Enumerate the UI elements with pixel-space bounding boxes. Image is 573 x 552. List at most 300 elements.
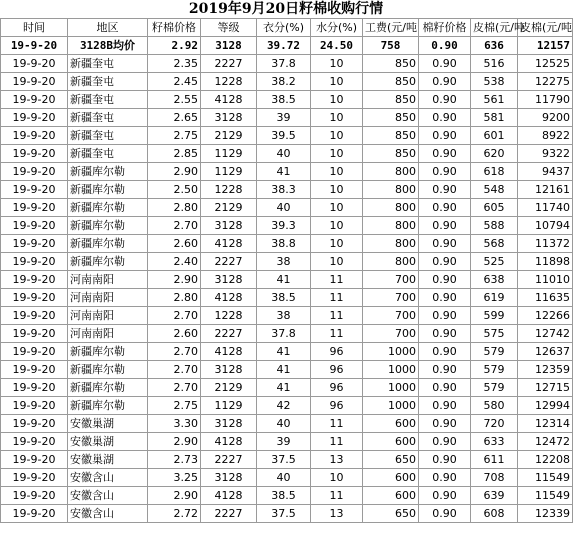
col-lint-price-b: 12742 — [518, 325, 573, 343]
col-cottonseed-price: 0.90 — [419, 235, 471, 253]
col-region: 新疆库尔勒 — [68, 163, 148, 181]
col-lint-price-b: 11372 — [518, 235, 573, 253]
table-row — [1, 487, 573, 505]
col-region: 新疆库尔勒 — [68, 379, 148, 397]
col-seed-price: 2.73 — [148, 451, 201, 469]
header-row — [1, 19, 573, 37]
col-grade: 2129 — [201, 379, 257, 397]
col-seed-price: 2.70 — [148, 343, 201, 361]
col-cottonseed-price: 0.90 — [419, 505, 471, 523]
average-lint-percent: 39.72 — [257, 37, 311, 55]
col-time: 19-9-20 — [1, 307, 68, 325]
col-lint-price-b: 12525 — [518, 55, 573, 73]
col-lint-percent: 39 — [257, 109, 311, 127]
col-lint-price-a: 516 — [471, 55, 518, 73]
table-row — [1, 361, 573, 379]
col-lint-percent: 41 — [257, 163, 311, 181]
average-time: 19-9-20 — [1, 37, 68, 55]
col-region: 新疆奎屯 — [68, 91, 148, 109]
col-lint-price-a: 580 — [471, 397, 518, 415]
col-moisture: 96 — [311, 343, 363, 361]
col-time: 19-9-20 — [1, 361, 68, 379]
col-grade: 1228 — [201, 73, 257, 91]
col-seed-price: 2.70 — [148, 307, 201, 325]
col-lint-price-a: 581 — [471, 109, 518, 127]
col-grade: 3128 — [201, 415, 257, 433]
col-moisture: 10 — [311, 109, 363, 127]
col-cottonseed-price: 0.90 — [419, 109, 471, 127]
col-moisture: 96 — [311, 379, 363, 397]
table-row — [1, 145, 573, 163]
header-time: 时间 — [1, 19, 68, 37]
table-row — [1, 451, 573, 469]
col-moisture: 10 — [311, 469, 363, 487]
col-cottonseed-price: 0.90 — [419, 145, 471, 163]
col-grade: 3128 — [201, 217, 257, 235]
col-processing-fee: 1000 — [363, 379, 419, 397]
col-processing-fee: 600 — [363, 415, 419, 433]
col-lint-percent: 38.5 — [257, 289, 311, 307]
header-grade: 等级 — [201, 19, 257, 37]
col-lint-price-b: 12994 — [518, 397, 573, 415]
col-time: 19-9-20 — [1, 451, 68, 469]
col-time: 19-9-20 — [1, 235, 68, 253]
col-processing-fee: 600 — [363, 433, 419, 451]
header-lint-price-b: 皮棉(元/吨 — [518, 19, 573, 37]
sheet-title: 2019年9月20日籽棉收购行情 — [188, 1, 384, 17]
col-lint-price-a: 561 — [471, 91, 518, 109]
table-row — [1, 325, 573, 343]
col-moisture: 10 — [311, 181, 363, 199]
col-lint-price-b: 9437 — [518, 163, 573, 181]
col-moisture: 11 — [311, 487, 363, 505]
col-region: 新疆库尔勒 — [68, 361, 148, 379]
col-cottonseed-price: 0.90 — [419, 343, 471, 361]
col-region: 新疆奎屯 — [68, 109, 148, 127]
col-processing-fee: 850 — [363, 109, 419, 127]
col-time: 19-9-20 — [1, 73, 68, 91]
col-lint-price-b: 11740 — [518, 199, 573, 217]
col-moisture: 13 — [311, 505, 363, 523]
col-cottonseed-price: 0.90 — [419, 325, 471, 343]
col-cottonseed-price: 0.90 — [419, 379, 471, 397]
col-lint-percent: 41 — [257, 343, 311, 361]
col-cottonseed-price: 0.90 — [419, 307, 471, 325]
col-cottonseed-price: 0.90 — [419, 181, 471, 199]
col-grade: 3128 — [201, 271, 257, 289]
col-lint-price-a: 605 — [471, 199, 518, 217]
table-row — [1, 469, 573, 487]
col-region: 新疆库尔勒 — [68, 217, 148, 235]
col-cottonseed-price: 0.90 — [419, 361, 471, 379]
col-seed-price: 2.75 — [148, 397, 201, 415]
col-seed-price: 2.60 — [148, 325, 201, 343]
col-region: 安徽含山 — [68, 469, 148, 487]
col-moisture: 10 — [311, 253, 363, 271]
col-lint-price-b: 11549 — [518, 469, 573, 487]
col-time: 19-9-20 — [1, 127, 68, 145]
col-grade: 3128 — [201, 361, 257, 379]
col-processing-fee: 700 — [363, 325, 419, 343]
average-row — [1, 37, 573, 55]
col-grade: 1129 — [201, 163, 257, 181]
col-moisture: 10 — [311, 163, 363, 181]
col-processing-fee: 850 — [363, 145, 419, 163]
average-moisture: 24.50 — [311, 37, 363, 55]
col-region: 新疆奎屯 — [68, 127, 148, 145]
header-region: 地区 — [68, 19, 148, 37]
table-row — [1, 181, 573, 199]
col-region: 河南南阳 — [68, 325, 148, 343]
col-lint-percent: 38.5 — [257, 487, 311, 505]
col-processing-fee: 650 — [363, 451, 419, 469]
col-moisture: 11 — [311, 307, 363, 325]
header-processing-fee: 工费(元/吨 — [363, 19, 419, 37]
header-lint-price-a: 皮棉(元/吨 — [471, 19, 518, 37]
col-grade: 4128 — [201, 289, 257, 307]
col-processing-fee: 650 — [363, 505, 419, 523]
col-seed-price: 2.60 — [148, 235, 201, 253]
col-grade: 4128 — [201, 91, 257, 109]
col-lint-price-b: 11010 — [518, 271, 573, 289]
col-time: 19-9-20 — [1, 415, 68, 433]
col-processing-fee: 850 — [363, 91, 419, 109]
col-processing-fee: 700 — [363, 289, 419, 307]
col-lint-percent: 41 — [257, 271, 311, 289]
col-lint-price-a: 599 — [471, 307, 518, 325]
col-seed-price: 2.90 — [148, 487, 201, 505]
col-lint-price-b: 12472 — [518, 433, 573, 451]
col-processing-fee: 800 — [363, 163, 419, 181]
col-seed-price: 2.90 — [148, 271, 201, 289]
col-region: 安徽巢湖 — [68, 433, 148, 451]
col-cottonseed-price: 0.90 — [419, 127, 471, 145]
col-region: 河南南阳 — [68, 271, 148, 289]
col-lint-price-b: 11635 — [518, 289, 573, 307]
col-lint-price-b: 9322 — [518, 145, 573, 163]
table-row — [1, 397, 573, 415]
col-lint-price-a: 619 — [471, 289, 518, 307]
col-moisture: 11 — [311, 433, 363, 451]
table-row — [1, 199, 573, 217]
col-lint-percent: 39 — [257, 433, 311, 451]
col-lint-percent: 38.2 — [257, 73, 311, 91]
col-lint-price-a: 633 — [471, 433, 518, 451]
col-lint-price-b: 11549 — [518, 487, 573, 505]
col-seed-price: 2.70 — [148, 379, 201, 397]
col-lint-price-b: 12266 — [518, 307, 573, 325]
col-time: 19-9-20 — [1, 199, 68, 217]
col-cottonseed-price: 0.90 — [419, 73, 471, 91]
col-lint-price-a: 608 — [471, 505, 518, 523]
header-cottonseed-price: 棉籽价格 — [419, 19, 471, 37]
col-seed-price: 2.80 — [148, 199, 201, 217]
col-grade: 2129 — [201, 199, 257, 217]
col-seed-price: 2.90 — [148, 163, 201, 181]
col-grade: 4128 — [201, 343, 257, 361]
col-lint-percent: 38.8 — [257, 235, 311, 253]
col-lint-price-a: 611 — [471, 451, 518, 469]
col-cottonseed-price: 0.90 — [419, 217, 471, 235]
col-lint-price-b: 12314 — [518, 415, 573, 433]
col-processing-fee: 1000 — [363, 343, 419, 361]
col-grade: 1129 — [201, 145, 257, 163]
col-seed-price: 2.45 — [148, 73, 201, 91]
col-cottonseed-price: 0.90 — [419, 271, 471, 289]
col-grade: 2227 — [201, 253, 257, 271]
col-region: 新疆库尔勒 — [68, 199, 148, 217]
col-region: 新疆库尔勒 — [68, 181, 148, 199]
col-lint-percent: 39.3 — [257, 217, 311, 235]
table-row — [1, 235, 573, 253]
col-lint-percent: 39.5 — [257, 127, 311, 145]
col-seed-price: 2.50 — [148, 181, 201, 199]
col-moisture: 13 — [311, 451, 363, 469]
col-time: 19-9-20 — [1, 91, 68, 109]
col-time: 19-9-20 — [1, 55, 68, 73]
col-grade: 2227 — [201, 325, 257, 343]
col-processing-fee: 850 — [363, 55, 419, 73]
col-processing-fee: 850 — [363, 73, 419, 91]
price-table — [0, 18, 573, 523]
col-processing-fee: 800 — [363, 217, 419, 235]
col-processing-fee: 600 — [363, 487, 419, 505]
col-cottonseed-price: 0.90 — [419, 433, 471, 451]
col-lint-price-b: 11898 — [518, 253, 573, 271]
col-lint-price-a: 575 — [471, 325, 518, 343]
col-lint-price-a: 579 — [471, 343, 518, 361]
col-moisture: 10 — [311, 145, 363, 163]
col-grade: 4128 — [201, 235, 257, 253]
col-region: 新疆奎屯 — [68, 55, 148, 73]
col-processing-fee: 800 — [363, 199, 419, 217]
table-row — [1, 109, 573, 127]
col-grade: 3128 — [201, 109, 257, 127]
col-moisture: 10 — [311, 91, 363, 109]
col-lint-percent: 37.5 — [257, 451, 311, 469]
table-row — [1, 289, 573, 307]
table-row — [1, 271, 573, 289]
average-lint-price-a: 636 — [471, 37, 518, 55]
col-lint-price-a: 588 — [471, 217, 518, 235]
col-lint-price-a: 639 — [471, 487, 518, 505]
col-region: 河南南阳 — [68, 289, 148, 307]
col-processing-fee: 850 — [363, 127, 419, 145]
col-lint-percent: 41 — [257, 361, 311, 379]
col-lint-price-b: 12715 — [518, 379, 573, 397]
col-seed-price: 2.70 — [148, 217, 201, 235]
col-lint-percent: 38 — [257, 253, 311, 271]
col-cottonseed-price: 0.90 — [419, 253, 471, 271]
table-row — [1, 91, 573, 109]
col-cottonseed-price: 0.90 — [419, 397, 471, 415]
col-lint-percent: 38.3 — [257, 181, 311, 199]
col-lint-price-a: 638 — [471, 271, 518, 289]
col-region: 新疆奎屯 — [68, 73, 148, 91]
col-time: 19-9-20 — [1, 253, 68, 271]
col-moisture: 11 — [311, 415, 363, 433]
col-processing-fee: 600 — [363, 469, 419, 487]
col-time: 19-9-20 — [1, 487, 68, 505]
col-time: 19-9-20 — [1, 109, 68, 127]
col-time: 19-9-20 — [1, 271, 68, 289]
col-moisture: 96 — [311, 361, 363, 379]
col-moisture: 96 — [311, 397, 363, 415]
col-region: 安徽巢湖 — [68, 451, 148, 469]
col-grade: 4128 — [201, 433, 257, 451]
col-time: 19-9-20 — [1, 379, 68, 397]
col-cottonseed-price: 0.90 — [419, 55, 471, 73]
col-cottonseed-price: 0.90 — [419, 487, 471, 505]
col-moisture: 10 — [311, 55, 363, 73]
col-grade: 2227 — [201, 55, 257, 73]
col-moisture: 10 — [311, 73, 363, 91]
col-lint-price-a: 568 — [471, 235, 518, 253]
col-region: 新疆奎屯 — [68, 145, 148, 163]
table-row — [1, 433, 573, 451]
col-lint-price-a: 548 — [471, 181, 518, 199]
col-moisture: 11 — [311, 325, 363, 343]
col-lint-percent: 40 — [257, 145, 311, 163]
header-lint-percent: 衣分(%) — [257, 19, 311, 37]
table-row — [1, 379, 573, 397]
col-lint-price-b: 12275 — [518, 73, 573, 91]
col-lint-percent: 41 — [257, 379, 311, 397]
col-lint-percent: 37.8 — [257, 55, 311, 73]
col-seed-price: 2.90 — [148, 433, 201, 451]
col-seed-price: 2.40 — [148, 253, 201, 271]
col-grade: 2227 — [201, 451, 257, 469]
col-moisture: 10 — [311, 127, 363, 145]
col-seed-price: 2.65 — [148, 109, 201, 127]
col-cottonseed-price: 0.90 — [419, 415, 471, 433]
col-lint-price-b: 12359 — [518, 361, 573, 379]
col-time: 19-9-20 — [1, 217, 68, 235]
table-row — [1, 127, 573, 145]
table-row — [1, 253, 573, 271]
col-region: 安徽含山 — [68, 505, 148, 523]
col-lint-percent: 38 — [257, 307, 311, 325]
average-region: 3128B均价 — [68, 37, 148, 55]
col-cottonseed-price: 0.90 — [419, 163, 471, 181]
col-grade: 2227 — [201, 505, 257, 523]
col-seed-price: 2.55 — [148, 91, 201, 109]
col-moisture: 10 — [311, 235, 363, 253]
col-lint-price-a: 601 — [471, 127, 518, 145]
col-lint-percent: 40 — [257, 199, 311, 217]
average-grade: 3128 — [201, 37, 257, 55]
col-grade: 2129 — [201, 127, 257, 145]
col-cottonseed-price: 0.90 — [419, 199, 471, 217]
col-seed-price: 2.72 — [148, 505, 201, 523]
col-time: 19-9-20 — [1, 289, 68, 307]
col-lint-price-a: 579 — [471, 361, 518, 379]
table-row — [1, 217, 573, 235]
col-moisture: 10 — [311, 199, 363, 217]
average-lint-price-b: 12157 — [518, 37, 573, 55]
col-cottonseed-price: 0.90 — [419, 91, 471, 109]
col-processing-fee: 700 — [363, 271, 419, 289]
col-lint-price-b: 11790 — [518, 91, 573, 109]
col-time: 19-9-20 — [1, 505, 68, 523]
col-lint-price-a: 525 — [471, 253, 518, 271]
col-grade: 1228 — [201, 181, 257, 199]
col-time: 19-9-20 — [1, 325, 68, 343]
col-region: 新疆库尔勒 — [68, 343, 148, 361]
col-lint-price-b: 9200 — [518, 109, 573, 127]
col-grade: 1228 — [201, 307, 257, 325]
col-time: 19-9-20 — [1, 397, 68, 415]
col-seed-price: 2.75 — [148, 127, 201, 145]
col-lint-price-b: 10794 — [518, 217, 573, 235]
col-lint-price-a: 708 — [471, 469, 518, 487]
col-processing-fee: 1000 — [363, 361, 419, 379]
header-moisture: 水分(%) — [311, 19, 363, 37]
col-lint-price-a: 618 — [471, 163, 518, 181]
col-grade: 3128 — [201, 469, 257, 487]
col-cottonseed-price: 0.90 — [419, 289, 471, 307]
col-lint-price-a: 538 — [471, 73, 518, 91]
col-moisture: 10 — [311, 217, 363, 235]
average-processing-fee: 758 — [363, 37, 419, 55]
col-seed-price: 3.30 — [148, 415, 201, 433]
col-lint-price-b: 12339 — [518, 505, 573, 523]
col-region: 安徽巢湖 — [68, 415, 148, 433]
col-lint-percent: 37.5 — [257, 505, 311, 523]
col-time: 19-9-20 — [1, 469, 68, 487]
table-row — [1, 307, 573, 325]
col-processing-fee: 800 — [363, 181, 419, 199]
col-lint-price-a: 579 — [471, 379, 518, 397]
col-region: 安徽含山 — [68, 487, 148, 505]
col-time: 19-9-20 — [1, 433, 68, 451]
col-lint-price-b: 12161 — [518, 181, 573, 199]
col-processing-fee: 800 — [363, 253, 419, 271]
table-row — [1, 55, 573, 73]
header-seed-price: 籽棉价格 — [148, 19, 201, 37]
col-lint-percent: 42 — [257, 397, 311, 415]
col-time: 19-9-20 — [1, 145, 68, 163]
col-seed-price: 2.35 — [148, 55, 201, 73]
col-lint-price-a: 620 — [471, 145, 518, 163]
col-lint-price-b: 12637 — [518, 343, 573, 361]
col-lint-percent: 40 — [257, 469, 311, 487]
average-cottonseed-price: 0.90 — [419, 37, 471, 55]
col-cottonseed-price: 0.90 — [419, 451, 471, 469]
col-time: 19-9-20 — [1, 163, 68, 181]
col-time: 19-9-20 — [1, 181, 68, 199]
col-lint-percent: 40 — [257, 415, 311, 433]
table-row — [1, 73, 573, 91]
col-lint-percent: 38.5 — [257, 91, 311, 109]
col-lint-price-b: 12208 — [518, 451, 573, 469]
col-time: 19-9-20 — [1, 343, 68, 361]
table-row — [1, 415, 573, 433]
col-moisture: 11 — [311, 289, 363, 307]
col-region: 河南南阳 — [68, 307, 148, 325]
col-lint-percent: 37.8 — [257, 325, 311, 343]
col-grade: 1129 — [201, 397, 257, 415]
col-processing-fee: 1000 — [363, 397, 419, 415]
col-seed-price: 2.70 — [148, 361, 201, 379]
col-seed-price: 2.80 — [148, 289, 201, 307]
col-seed-price: 2.85 — [148, 145, 201, 163]
col-processing-fee: 700 — [363, 307, 419, 325]
col-grade: 4128 — [201, 487, 257, 505]
average-seed-price: 2.92 — [148, 37, 201, 55]
col-processing-fee: 800 — [363, 235, 419, 253]
col-region: 新疆库尔勒 — [68, 235, 148, 253]
